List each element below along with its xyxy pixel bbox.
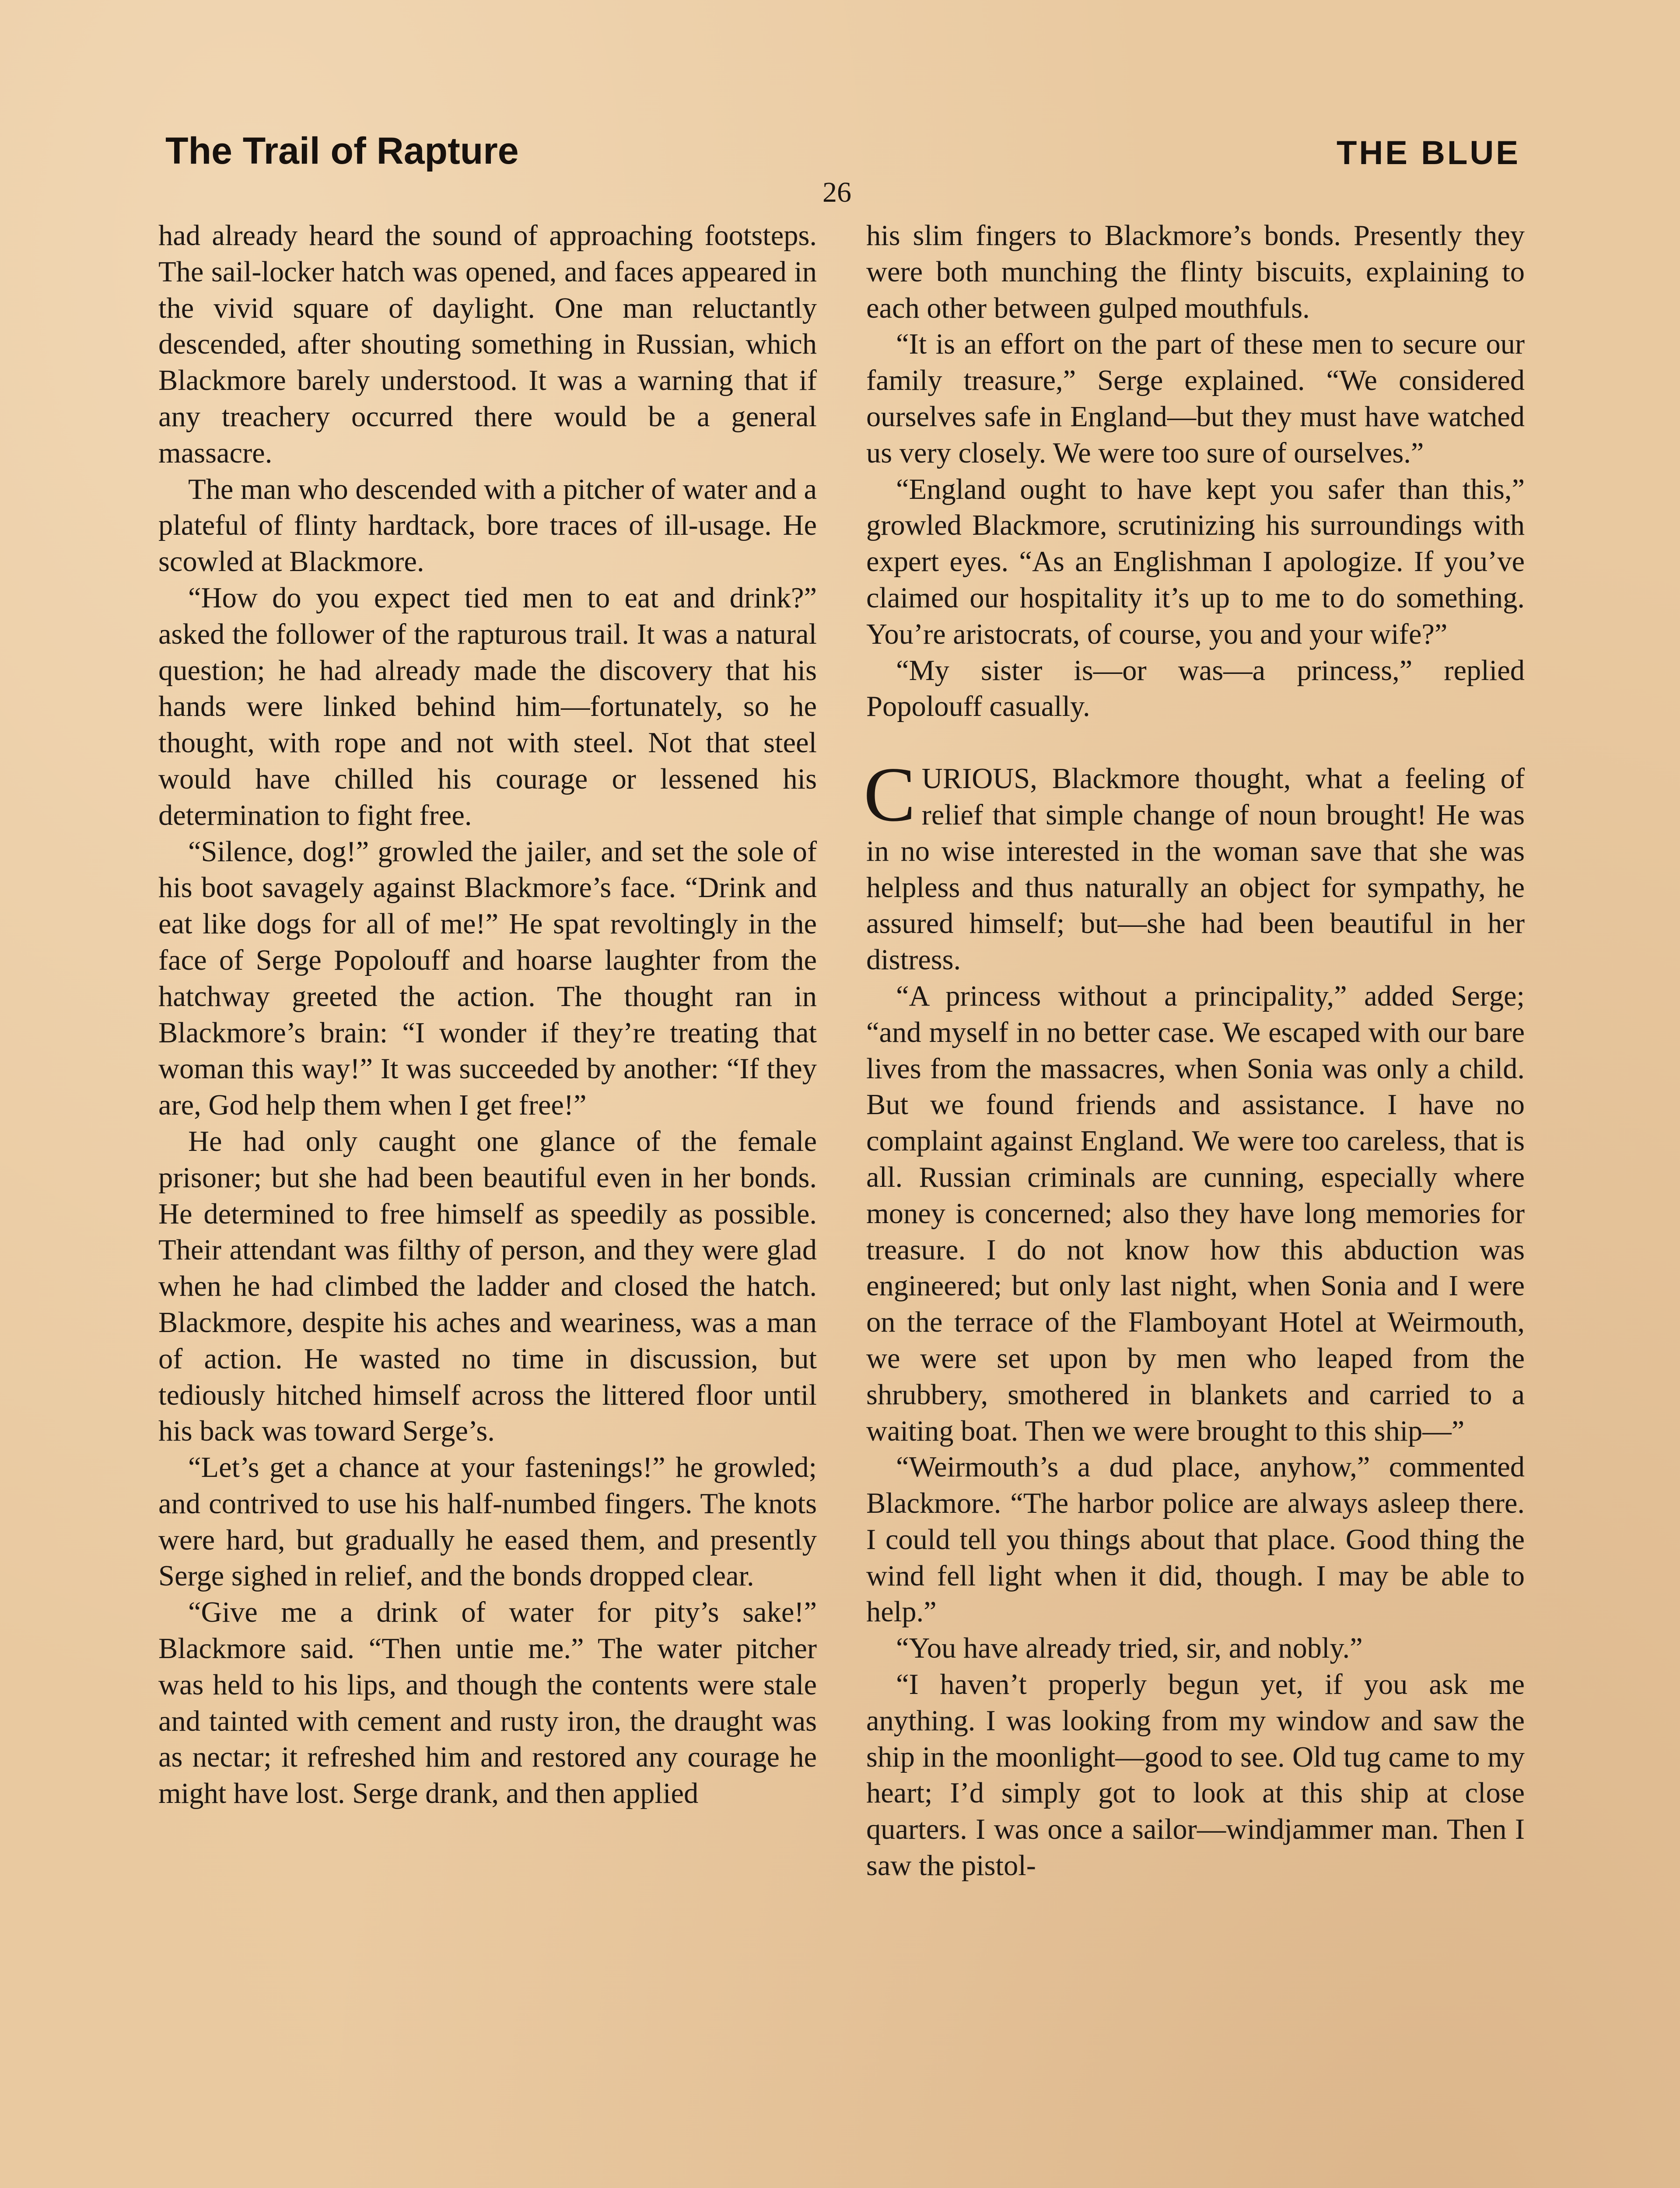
drop-cap: C	[864, 751, 916, 838]
paragraph: The man who descended with a pitcher of water and a plateful of flinty hardtack, bore traces of ill-usage. He scowled at Blackmore.	[158, 473, 817, 578]
paragraph: “A princess without a principality,” added Serge; “and myself in no better case. We escaped with our bare lives from the massacres, when Sonia was only a child. But we found friends and assistance. I have no complaint against England. We were too careless, that is all. Russian criminals are cunning, especially where money is concerned; also they have long memories for treasure. I do not know how this abduction was engineered; but only last night, when Sonia and I were on the terrace of the Flamboyant Hotel at Weirmouth, we were set upon by men who leaped from the shrubbery, smothered in blankets and carried to a waiting boat. Then we were brought to this ship—”	[866, 980, 1525, 1447]
paragraph: his slim fingers to Blackmore’s bonds. Presently they were both munching the flinty biscuits, explaining to each other between gulped mouthfuls.	[866, 220, 1525, 324]
paragraph: He had only caught one glance of the female prisoner; but she had been beautiful even in her bonds. He determined to free himself as speedily as possible. Their attendant was filthy of person, and they were glad when he had climbed the ladder and closed the hatch. Blackmore, despite his aches and weariness, was a man of action. He wasted no time in discussion, but tediously hitched himself across the littered floor until his back was toward Serge’s.	[158, 1125, 817, 1448]
page-header-magazine: THE BLUE	[1337, 134, 1520, 172]
left-column	[158, 218, 817, 1812]
paragraph: had already heard the sound of approaching footsteps. The sail-locker hatch was opened, and faces appeared in the vivid square of daylight. One man reluctantly descended, after shouting something in Russian, which Blackmore barely understood. It was a warning that if any treachery occurred there would be a general massacre.	[158, 220, 817, 469]
paragraph: “England ought to have kept you safer than this,” growled Blackmore, scrutinizing his surroundings with expert eyes. “As an Englishman I apologize. If you’ve claimed our hospitality it’s up to me to do something. You’re aristocrats, of course, you and your wife?”	[866, 473, 1525, 650]
section-start-paragraph	[864, 751, 1525, 978]
paragraph: “How do you expect tied men to eat and drink?” asked the follower of the rapturous trail. It was a natural question; he had already made the discovery that his hands were linked behind him—fortunately, so he thought, with rope and not with steel. Not that steel would have chilled his courage or lessened his determination to fight free.	[158, 582, 817, 831]
paragraph: “You have already tried, sir, and nobly.”	[896, 1632, 1363, 1665]
page-header-title: The Trail of Rapture	[165, 130, 519, 172]
paragraph: “Weirmouth’s a dud place, anyhow,” commented Blackmore. “The harbor police are always asleep there. I could tell you things about that place. Good thing the wind fell light when it did, though. I may be able to help.”	[866, 1451, 1525, 1628]
page-number: 26	[822, 176, 851, 208]
paragraph: “My sister is—or was—a princess,” replied Popolouff casually.	[866, 654, 1525, 723]
section-first-text: URIOUS, Blackmore thought, what a feeling of relief that simple change of noun brought! He was in no wise interested in the woman save that she was helpless and thus naturally an object for sympathy, he assured himself; but—she had been beautiful in her distress.	[866, 763, 1525, 976]
right-column	[866, 218, 1525, 1884]
paragraph: “It is an effort on the part of these men to secure our family treasure,” Serge explained. “We considered ourselves safe in England—but they must have watched us very closely. We were too sure of ourselves.”	[866, 328, 1525, 469]
paragraph: “Silence, dog!” growled the jailer, and set the sole of his boot savagely against Blackmore’s face. “Drink and eat like dogs for all of me!” He spat revoltingly in the face of Serge Popolouff and hoarse laughter from the hatchway greeted the action. The thought ran in Blackmore’s brain: “I wonder if they’re treating that woman this way!” It was succeeded by another: “If they are, God help them when I get free!”	[158, 835, 817, 1122]
paragraph: “Let’s get a chance at your fastenings!” he growled; and contrived to use his half-numbed fingers. The knots were hard, but gradually he eased them, and presently Serge sighed in relief, and the bonds dropped clear.	[158, 1452, 817, 1592]
paragraph: “Give me a drink of water for pity’s sake!” Blackmore said. “Then untie me.” The water pitcher was held to his lips, and though the contents were stale and tainted with cement and rusty iron, the draught was as nectar; it refreshed him and restored any courage he might have lost. Serge drank, and then applied	[158, 1596, 817, 1810]
paragraph: “I haven’t properly begun yet, if you ask me anything. I was looking from my window and saw the ship in the moonlight—good to see. Old tug came to my heart; I’d simply got to look at this ship at close quarters. I was once a sailor—windjammer man. Then I saw the pistol-	[866, 1669, 1525, 1882]
